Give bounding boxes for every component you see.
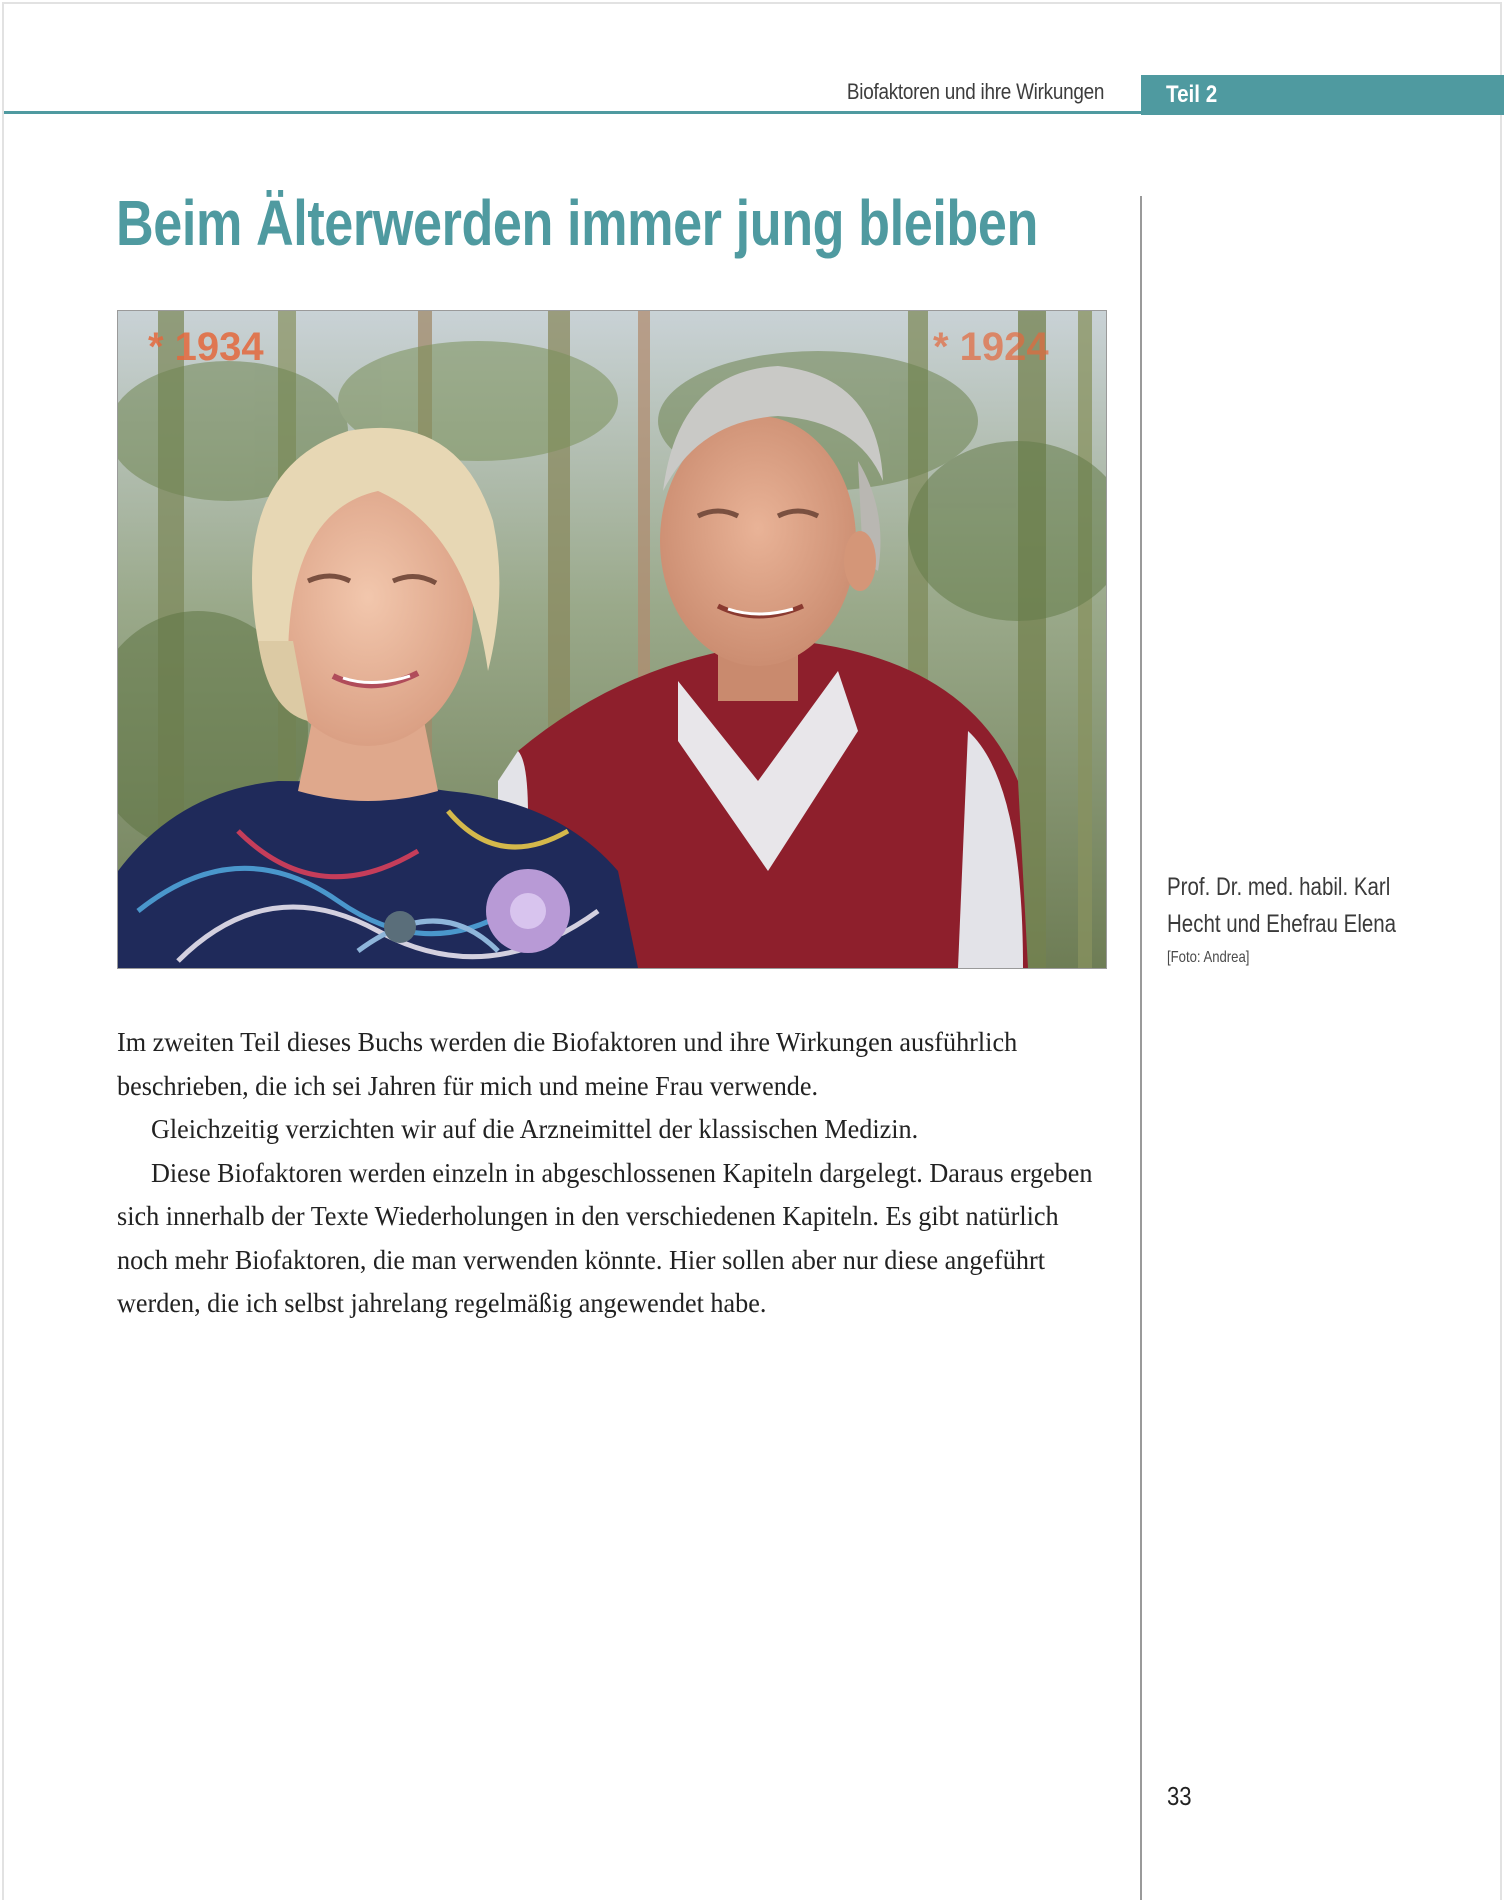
- paragraph: Gleichzeitig verzichten wir auf die Arzneimittel der klassischen Medizin.: [150, 1114, 919, 1144]
- couple-photo: [117, 310, 1107, 969]
- caption-text: Prof. Dr. med. habil. Karl Hecht und Ehefrau Elena: [1167, 873, 1397, 938]
- running-head: Biofaktoren und ihre Wirkungen: [846, 79, 1104, 104]
- header-rule: [4, 111, 1141, 114]
- photo-caption: [1167, 869, 1413, 973]
- photo-illustration: [118, 311, 1106, 968]
- birth-year-label-right: * 1924: [933, 325, 1049, 369]
- body-text: [117, 1021, 1097, 1326]
- paragraph: Diese Biofaktoren werden einzeln in abgeschlossenen Kapiteln dargelegt. Daraus ergeben sich innerhalb der Texte Wiederholungen in den verschiedenen Kapiteln. Es gibt natürlich noch mehr Biofaktoren, die man verwenden könnte. Hier sollen aber nur diese angeführt werden, die ich selbst jahrelang regelmäßig angewendet habe.: [117, 1157, 1093, 1318]
- caption-credit: [Foto: Andrea]: [1167, 949, 1250, 966]
- paragraph: Im zweiten Teil dieses Buchs werden die Biofaktoren und ihre Wirkungen ausführlich beschrieben, die ich sei Jahren für mich und meine Frau verwende.: [117, 1027, 1018, 1101]
- birth-year-label-left: * 1934: [148, 325, 264, 369]
- part-tab: [1141, 75, 1504, 115]
- part-tab-label: Teil 2: [1166, 81, 1218, 108]
- page-title: Beim Älterwerden immer jung bleiben: [116, 187, 1038, 259]
- page-number: 33: [1167, 1781, 1192, 1811]
- sidebar-divider: [1140, 196, 1142, 1900]
